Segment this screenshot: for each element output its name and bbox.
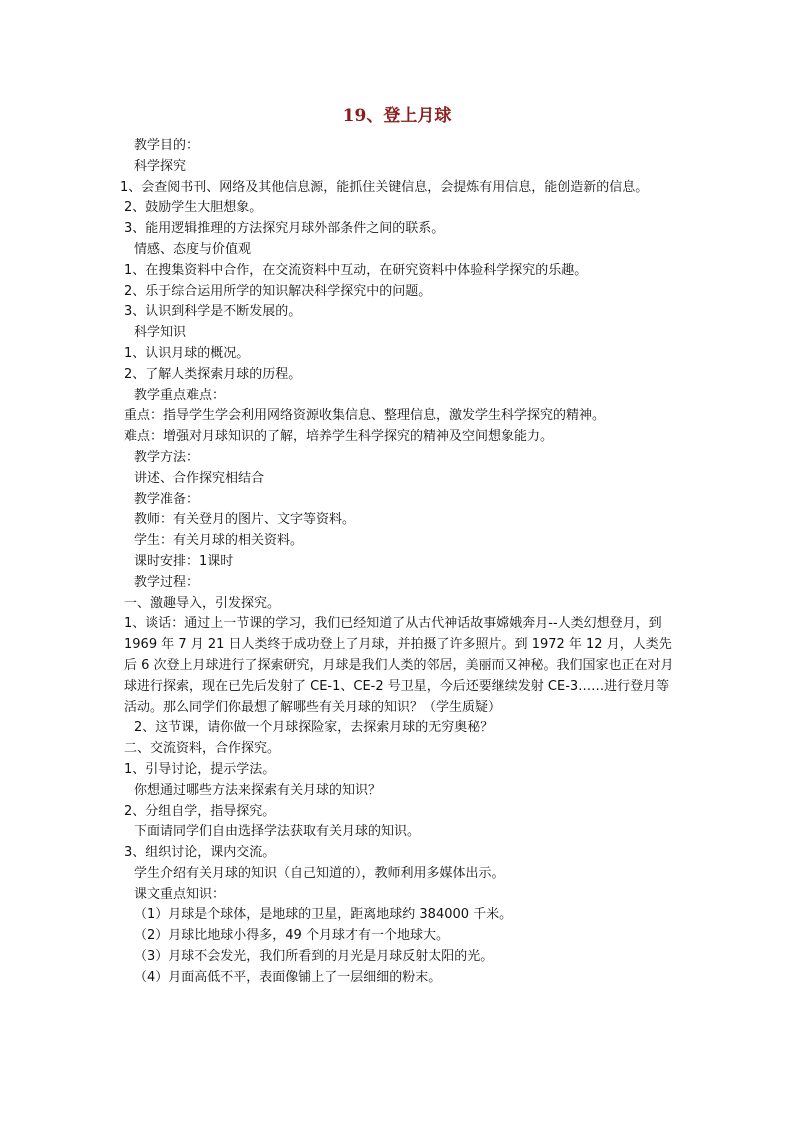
text-line-fact-4: （4）月面高低不平，表面像铺上了一层细细的粉末。	[134, 969, 442, 985]
text-line-student-prep: 学生：有关月球的相关资料。	[134, 533, 304, 549]
text-line-methods: 讲述、合作探究相结合	[134, 470, 265, 486]
text-line-fact-2: （2）月球比地球小得多，49 个月球才有一个地球大。	[134, 928, 449, 944]
text-line-emotion-heading: 情感、态度与价值观	[134, 241, 252, 257]
text-line-group-study: 2、分组自学，指导探究。	[124, 803, 276, 819]
text-line-knowledge-heading: 科学知识	[134, 325, 187, 341]
text-line-fact-1: （1）月球是个球体，是地球的卫星，距离地球约 384000 千米。	[134, 907, 513, 923]
text-line-emotion-1: 1、在搜集资料中合作，在交流资料中互动，在研究资料中体验科学探究的乐趣。	[124, 262, 588, 278]
document-body	[120, 136, 680, 989]
text-line-difficult-point: 难点：增强对月球知识的了解，培养学生科学探究的精神及空间想象能力。	[124, 429, 554, 445]
text-line-organize-discussion: 3、组织讨论，课内交流。	[124, 845, 276, 861]
text-line-science-inquiry: 科学探究	[134, 158, 187, 174]
text-line-schedule: 课时安排：1课时	[134, 553, 234, 569]
text-line-preparation-heading: 教学准备：	[134, 491, 200, 507]
text-line-section-two: 二、交流资料，合作探究。	[124, 741, 281, 757]
text-line-key-points-heading: 教学重点难点：	[134, 387, 226, 403]
text-line-inquiry-3: 3、能用逻辑推理的方法探究月球外部条件之间的联系。	[124, 221, 445, 237]
document-title: 19、登上月球	[342, 106, 452, 126]
text-line-process-heading: 教学过程：	[134, 574, 200, 590]
text-line-key-point: 重点：指导学生学会利用网络资源收集信息、整理信息，激发学生科学探究的精神。	[124, 408, 606, 424]
text-line-methods-question: 你想通过哪些方法来探索有关月球的知识？	[134, 782, 382, 798]
text-line-free-choice: 下面请同学们自由选择学法获取有关月球的知识。	[134, 824, 421, 840]
text-line-key-knowledge-heading: 课文重点知识：	[134, 886, 226, 902]
text-line-teacher-prep: 教师：有关登月的图片、文字等资料。	[134, 512, 356, 528]
text-line-inquiry-1: 1、会查阅书刊、网络及其他信息源，能抓住关键信息，会提炼有用信息，能创造新的信息。	[120, 179, 649, 195]
text-line-emotion-3: 3、认识到科学是不断发展的。	[124, 304, 302, 320]
text-line-knowledge-2: 2、了解人类探索月球的历程。	[124, 366, 302, 382]
text-line-explorer: 2、这节课，请你做一个月球探险家，去探索月球的无穷奥秘？	[134, 720, 494, 736]
text-line-section-one: 一、激趣导入，引发探究。	[124, 595, 281, 611]
text-line-guide-discussion: 1、引导讨论，提示学法。	[124, 761, 276, 777]
text-paragraph-conversation: 1、谈话：通过上一节课的学习，我们已经知道了从古代神话故事嫦娥奔月--人类幻想登月，到 1969 年 7 月 21 日人类终于成功登上了月球，并拍摄了许多照片。到 1972 年 12 月，人类先后 6 次登上月球进行了探索研究，月球是我们人类的邻居，美丽而又神秘。我们国家也正在对月球进行探索，现在已先后发射了 CE-1、CE-2 号卫星，今后还要继续发射 CE-3……进行登月等活动。那么同学们你最想了解哪些有关月球的知识？（学生质疑）	[124, 616, 674, 715]
text-line-emotion-2: 2、乐于综合运用所学的知识解决科学探究中的问题。	[124, 283, 432, 299]
text-line-methods-heading: 教学方法：	[134, 449, 200, 465]
text-line-student-intro: 学生介绍有关月球的知识（自己知道的），教师利用多媒体出示。	[134, 865, 505, 881]
text-line-knowledge-1: 1、认识月球的概况。	[124, 345, 250, 361]
text-line-teaching-goals: 教学目的：	[134, 138, 200, 153]
text-line-fact-3: （3）月球不会发光，我们所看到的月光是月球反射太阳的光。	[134, 949, 494, 965]
text-line-inquiry-2: 2、鼓励学生大胆想象。	[124, 200, 263, 216]
